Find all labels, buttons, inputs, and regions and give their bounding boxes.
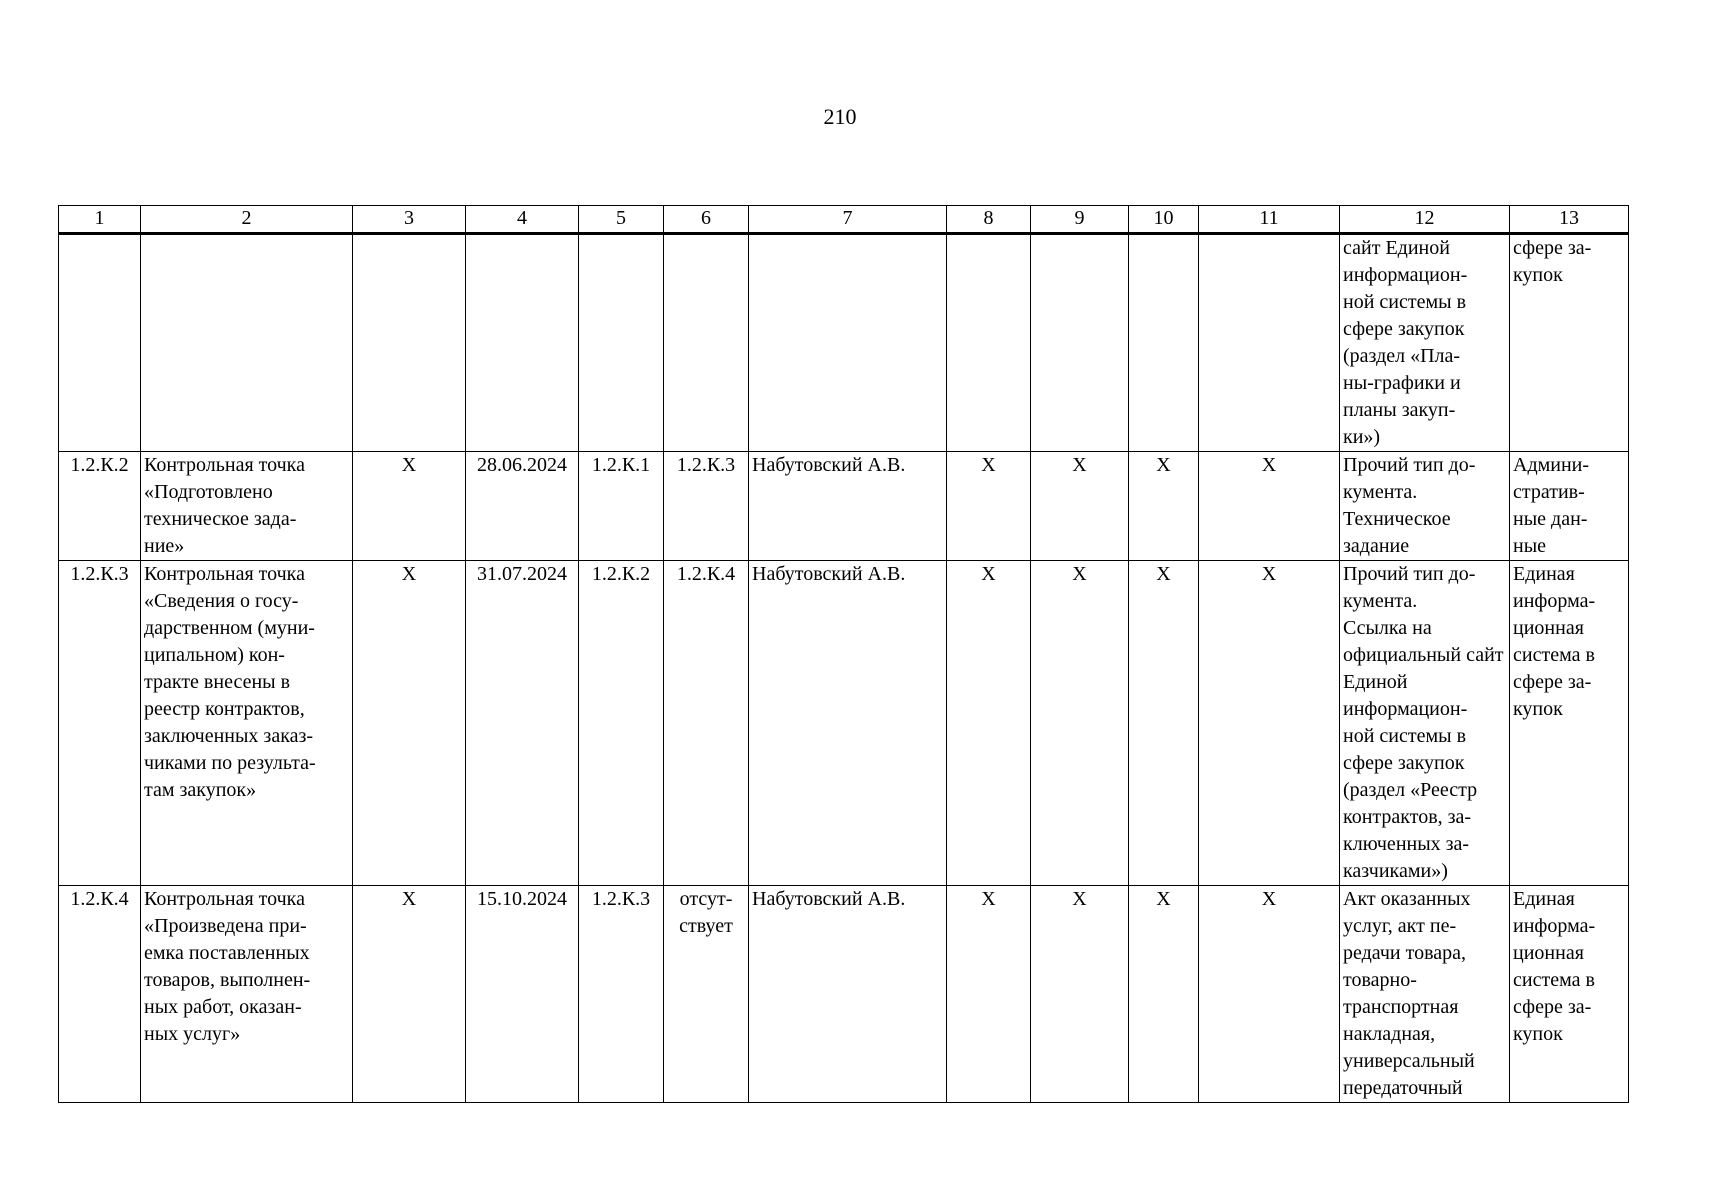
cell-name: Контрольная точка «Подготовлено техническое зада- ние»: [141, 452, 353, 561]
cell-col3: X: [353, 452, 466, 561]
cell-col3: X: [353, 561, 466, 886]
header-cell: 3: [353, 206, 466, 234]
cell-date: 28.06.2024: [466, 452, 579, 561]
cell-col8: X: [947, 886, 1031, 1103]
cell-responsible: [749, 234, 947, 452]
table-row: [59, 234, 1629, 452]
table-row: [59, 886, 1629, 1103]
cell-col8: [947, 234, 1031, 452]
cell-predecessor: [579, 234, 664, 452]
cell-document-type: Акт оказанных услуг, акт пе- редачи товара, товарно- транспортная накладная, универсальный передаточный: [1340, 886, 1510, 1103]
cell-col11: X: [1199, 561, 1340, 886]
header-row: [59, 206, 1629, 234]
cell-predecessor: 1.2.К.1: [579, 452, 664, 561]
page-number: 210: [823, 104, 857, 129]
cell-number: [59, 234, 141, 452]
cell-col10: [1129, 234, 1199, 452]
header-cell: 10: [1129, 206, 1199, 234]
cell-col11: X: [1199, 452, 1340, 561]
cell-predecessor: 1.2.К.2: [579, 561, 664, 886]
cell-responsible: Набутовский А.В.: [749, 452, 947, 561]
cell-information-system: сфере за- купок: [1510, 234, 1629, 452]
cell-col9: X: [1031, 561, 1129, 886]
cell-number: 1.2.К.3: [59, 561, 141, 886]
header-cell: 9: [1031, 206, 1129, 234]
cell-col9: X: [1031, 886, 1129, 1103]
header-cell: 1: [59, 206, 141, 234]
header-cell: 8: [947, 206, 1031, 234]
header-cell: 7: [749, 206, 947, 234]
plan-table: [58, 205, 1629, 1103]
cell-name: Контрольная точка «Сведения о госу- дарственном (муни- ципальном) кон- тракте внесены в реестр контрактов, заключенных заказ- чиками по результа- там закупок»: [141, 561, 353, 886]
cell-successor: 1.2.К.3: [664, 452, 749, 561]
cell-information-system: Админи- стратив- ные дан- ные: [1510, 452, 1629, 561]
cell-col10: X: [1129, 561, 1199, 886]
cell-date: 31.07.2024: [466, 561, 579, 886]
cell-successor: 1.2.К.4: [664, 561, 749, 886]
header-cell: 2: [141, 206, 353, 234]
cell-information-system: Единая информа- ционная система в сфере за- купок: [1510, 561, 1629, 886]
cell-col9: X: [1031, 452, 1129, 561]
header-cell: 12: [1340, 206, 1510, 234]
cell-col9: [1031, 234, 1129, 452]
cell-col10: X: [1129, 886, 1199, 1103]
header-cell: 5: [579, 206, 664, 234]
cell-number: 1.2.К.2: [59, 452, 141, 561]
cell-predecessor: 1.2.К.3: [579, 886, 664, 1103]
header-cell: 13: [1510, 206, 1629, 234]
cell-col11: X: [1199, 886, 1340, 1103]
cell-successor: [664, 234, 749, 452]
cell-date: [466, 234, 579, 452]
cell-document-type: сайт Единой информацион- ной системы в сфере закупок (раздел «Пла- ны-графики и планы закуп- ки»): [1340, 234, 1510, 452]
cell-responsible: Набутовский А.В.: [749, 561, 947, 886]
header-cell: 11: [1199, 206, 1340, 234]
cell-information-system: Единая информа- ционная система в сфере за- купок: [1510, 886, 1629, 1103]
cell-document-type: Прочий тип до- кумента. Техническое задание: [1340, 452, 1510, 561]
table-row: [59, 452, 1629, 561]
cell-col10: X: [1129, 452, 1199, 561]
cell-col3: X: [353, 886, 466, 1103]
cell-document-type: Прочий тип до- кумента. Ссылка на официальный сайт Единой информацион- ной системы в сфере закупок (раздел «Реестр контрактов, за- ключенных за- казчиками»): [1340, 561, 1510, 886]
cell-col8: X: [947, 452, 1031, 561]
cell-successor: отсут- ствует: [664, 886, 749, 1103]
cell-col3: [353, 234, 466, 452]
cell-responsible: Набутовский А.В.: [749, 886, 947, 1103]
header-cell: 4: [466, 206, 579, 234]
cell-name: Контрольная точка «Произведена при- емка поставленных товаров, выполнен- ных работ, оказан- ных услуг»: [141, 886, 353, 1103]
cell-number: 1.2.К.4: [59, 886, 141, 1103]
table-row: [59, 561, 1629, 886]
cell-col11: [1199, 234, 1340, 452]
cell-col8: X: [947, 561, 1031, 886]
cell-name: [141, 234, 353, 452]
header-cell: 6: [664, 206, 749, 234]
cell-date: 15.10.2024: [466, 886, 579, 1103]
